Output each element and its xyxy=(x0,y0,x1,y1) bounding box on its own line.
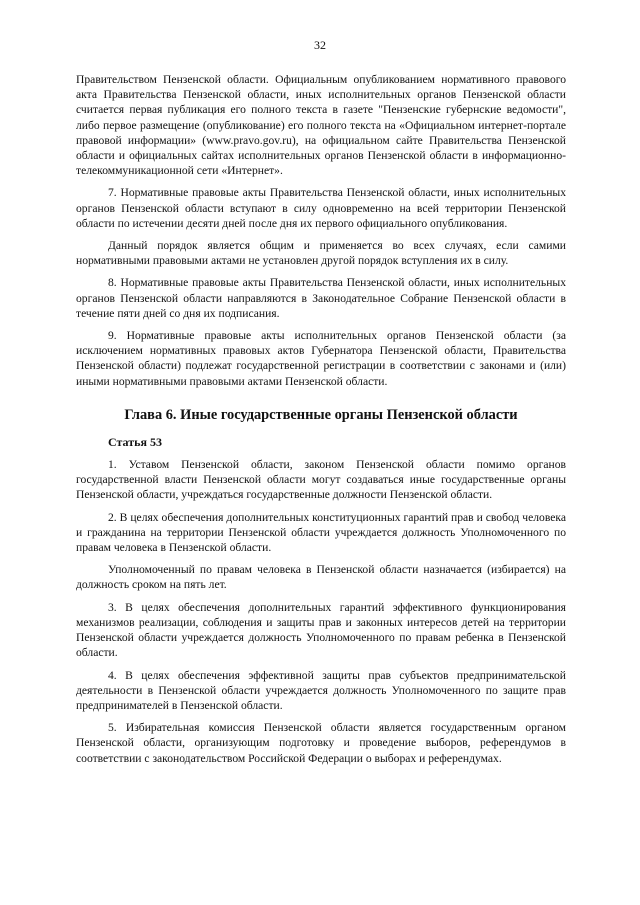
article-paragraph-2: 2. В целях обеспечения дополнительных конституционных гарантий прав и свобод человека и гражданина на территории Пензенской области учреждается должность Уполномоченного по правам человека в Пензенской области. xyxy=(76,510,566,555)
article-paragraph-1: 1. Уставом Пензенской области, законом Пензенской области помимо органов государственной власти Пензенской области могут создаваться иные государственные органы Пензенской области, учреждаться государственные должности Пензенской области. xyxy=(76,458,566,502)
paragraph-item-7: 7. Нормативные правовые акты Правительства Пензенской области, иных исполнительных органов Пензенской области вступают в силу одновременно на всей территории Пензенской области по истечении десяти дней после дня их первого официального опубликования. xyxy=(76,186,566,230)
paragraph-continuation: Правительством Пензенской области. Официальным опубликованием нормативного правового акта Правительства Пензенской области, иных исполнительных органов Пензенской области считается первая публикация его полного текста в газете "Пензенские губернские ведомости", либо первое размещение (опубликование) его полного текста на «Официальном интернет-портале правовой информации» (www.pravo.gov.ru), на официальном сайте Правительства Пензенской области и официальных сайтах исполнительных органов Пензенской области в информационно-телекоммуникационной сети «Интернет». xyxy=(76,73,566,178)
paragraph-item-8: 8. Нормативные правовые акты Правительства Пензенской области, иных исполнительных органов Пензенской области направляются в Законодательное Собрание Пензенской области в течение пяти дней со дня их подписания. xyxy=(76,276,566,320)
page-number: 32 xyxy=(314,38,326,52)
chapter-heading: Глава 6. Иные государственные органы Пензенской области xyxy=(124,406,518,423)
article-heading: Статья 53 xyxy=(108,434,162,449)
article-paragraph-5: 5. Избирательная комиссия Пензенской области является государственным органом Пензенской области, организующим подготовку и проведение выборов, референдумов в соответствии с законодательством Российской Федерации о выборах и референдумах. xyxy=(76,721,566,765)
article-paragraph-ombudsman-term: Уполномоченный по правам человека в Пензенской области назначается (избирается) на должность сроком на пять лет. xyxy=(76,563,566,592)
article-paragraph-3: 3. В целях обеспечения дополнительных гарантий эффективного функционирования механизмов реализации, соблюдения и защиты прав и законных интересов детей на территории Пензенской области учреждается должность Уполномоченного по правам ребенка в Пензенской области. xyxy=(76,600,566,660)
paragraph-item-9: 9. Нормативные правовые акты исполнительных органов Пензенской области (за исключением нормативных правовых актов Губернатора Пензенской области, Правительства Пензенской области) подлежат государственной регистрации в соответствии с законами и (или) иными нормативными правовыми актами Пензенской области. xyxy=(76,329,566,388)
page-content xyxy=(76,72,566,773)
paragraph-general-order: Данный порядок является общим и применяется во всех случаях, если самими нормативными правовыми актами не установлен другой порядок вступления их в силу. xyxy=(76,239,566,268)
article-paragraph-4: 4. В целях обеспечения эффективной защиты прав субъектов предпринимательской деятельности в Пензенской области учреждается должность Уполномоченного по защите прав предпринимателей в Пензенской области. xyxy=(76,668,566,712)
